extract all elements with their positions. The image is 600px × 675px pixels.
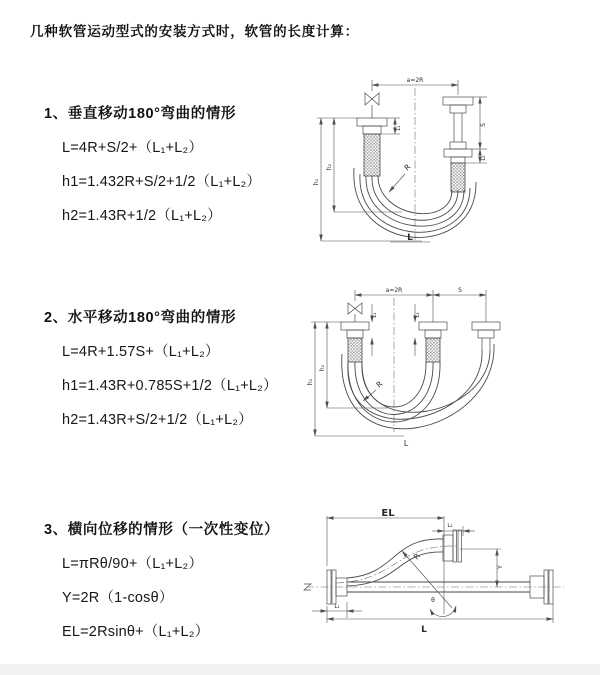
- dim-label-a2r: a=2R: [406, 77, 424, 84]
- dim-label-h1: h₁: [307, 378, 314, 386]
- dim-label-h2: h₂: [319, 364, 326, 372]
- dim-el: [327, 508, 444, 614]
- section-2-heading: 2、水平移动180°弯曲的情形: [44, 310, 237, 326]
- section-3: [44, 518, 279, 641]
- formula-line: L=4R+1.57S+（L₁+L₂）: [62, 344, 220, 360]
- dim-label-a2r: a=2R: [385, 287, 403, 294]
- valve-icon: [348, 303, 362, 322]
- formula-line: Y=2R（1-cosθ）: [62, 590, 174, 606]
- dim-label-l: L: [407, 233, 413, 243]
- diagram-horizontal-move-180-bend: [306, 282, 594, 468]
- valve-icon: [365, 93, 379, 118]
- dim-label-s: S: [480, 123, 487, 127]
- dim-label-l: L: [421, 625, 427, 635]
- left-pipe-flange: [357, 118, 387, 134]
- dim-label-h2: h₂: [326, 163, 333, 171]
- page-title: 几种软管运动型式的安装方式时，软管的长度计算：: [30, 24, 359, 39]
- braided-hose-section: [451, 163, 465, 192]
- formula-line: h1=1.432R+S/2+1/2（L₁+L₂）: [62, 174, 262, 190]
- middle-pipe-flange: [419, 322, 447, 338]
- hose-curves: [342, 344, 494, 429]
- formula-line: L=πRθ/90+（L₁+L₂）: [62, 556, 204, 572]
- dim-label-l1: L₁: [334, 604, 340, 610]
- right-pipe-flange: [472, 322, 500, 350]
- section-3-heading: 3、横向位移的情形（一次性变位）: [44, 522, 280, 538]
- dim-l2: [432, 523, 475, 536]
- left-pipe-flange: [341, 322, 369, 338]
- dim-label-r: R: [411, 551, 422, 562]
- radius-pointer: [389, 162, 412, 192]
- dim-l2: [480, 149, 487, 163]
- formula-line: h1=1.43R+0.785S+1/2（L₁+L₂）: [62, 378, 278, 394]
- dim-label-l2: L₂: [481, 155, 487, 161]
- dim-s: [433, 287, 486, 322]
- dim-y: [460, 549, 504, 587]
- angle-theta: [430, 597, 456, 617]
- dim-label-y: Y: [497, 565, 504, 569]
- dim-l: [390, 233, 430, 243]
- braided-hose-section: [364, 134, 380, 176]
- page-edge-shadow: [0, 664, 600, 675]
- dim-label-l2: L₂: [415, 312, 421, 318]
- diagram-vertical-move-180-bend: [310, 70, 592, 262]
- dim-label-el: EL: [381, 508, 395, 519]
- diagram-lateral-displacement: [296, 506, 598, 658]
- dim-h2: [319, 322, 388, 408]
- formula-line: h2=1.43R+1/2（L₁+L₂）: [62, 208, 222, 224]
- formula-line: EL=2Rsinθ+（L₁+L₂）: [62, 624, 210, 640]
- dim-l1: [312, 602, 362, 618]
- dim-s: [465, 97, 487, 163]
- dim-label-s: S: [458, 287, 462, 294]
- right-pipe-flanges: [443, 97, 473, 163]
- section-1: [44, 102, 261, 225]
- formula-line: h2=1.43R+S/2+1/2（L₁+L₂）: [62, 412, 253, 428]
- dim-l1: [372, 304, 378, 356]
- dim-label-r: R: [374, 379, 385, 390]
- dim-l: [327, 604, 553, 635]
- section-2: [44, 306, 278, 429]
- displaced-hose: [336, 539, 456, 586]
- formula-line: L=4R+S/2+（L₁+L₂）: [62, 140, 204, 156]
- braided-hose-section: [426, 338, 440, 362]
- dim-label-r: R: [402, 162, 413, 173]
- dim-label-theta: θ: [431, 597, 435, 604]
- dim-label-l1: L₁: [372, 312, 378, 318]
- braided-hose-section: [348, 338, 362, 362]
- section-1-heading: 1、垂直移动180°弯曲的情形: [44, 106, 237, 122]
- dim-label-h1: h₁: [313, 178, 320, 186]
- radius-pointer: [402, 551, 452, 608]
- dim-label-l1: L₁: [396, 125, 402, 131]
- dim-label-l: L: [403, 439, 409, 448]
- dim-label-l2: L₂: [447, 523, 453, 529]
